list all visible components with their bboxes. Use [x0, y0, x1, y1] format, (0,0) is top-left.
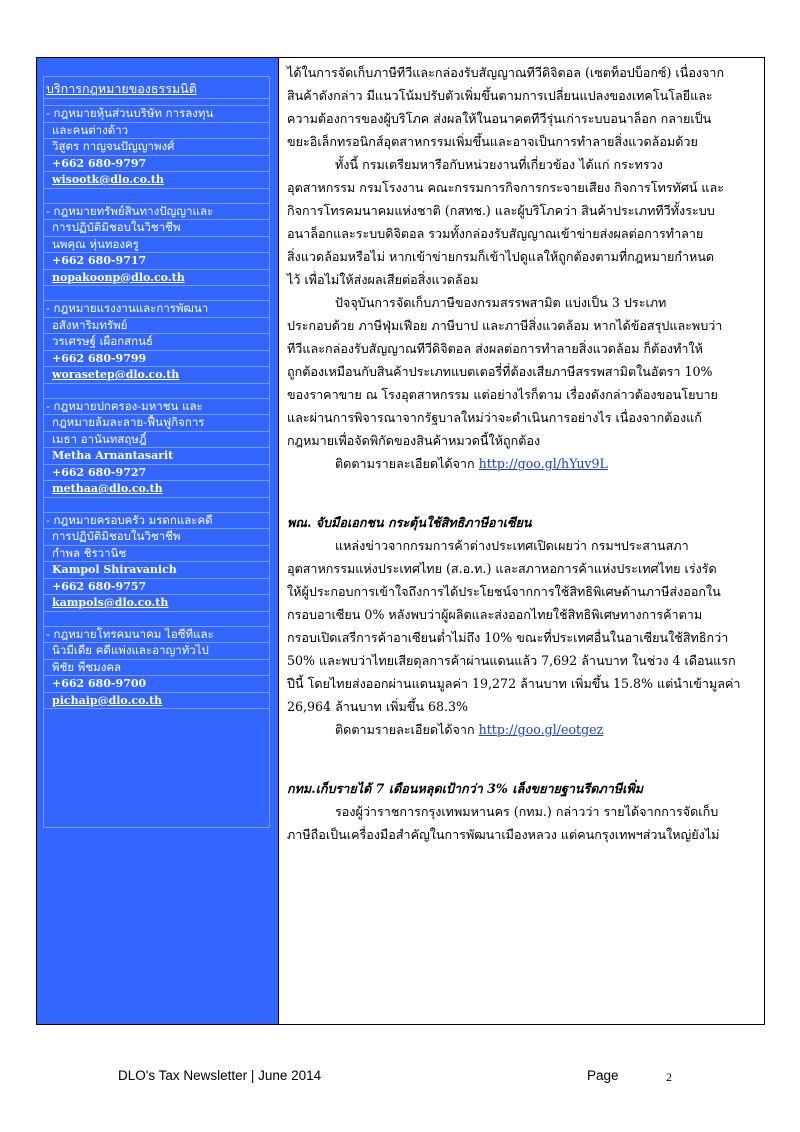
follow-text: ติดตามรายละเอียดได้จาก: [335, 722, 479, 737]
text-line: ทีวีและกล่องรับสัญญาณทีวีดิจิตอล ส่งผลต่อการทำลายสิ่งแวดล้อม ก็ต้องทำให้: [287, 341, 703, 356]
text-line: ให้ผู้ประกอบการเข้าใจถึงการได้ประโยชน์จากการใช้สิทธิพิเศษด้านภาษีส่งออกใน: [287, 584, 721, 599]
contact-email-link[interactable]: methaa@dlo.co.th: [44, 481, 269, 498]
sidebar-divider: [44, 99, 269, 106]
text-line: กิจการโทรคมนาคมแห่งชาติ (กสทช.) และผู้บริโภคว่า สินค้าประเภททีวีทั้งระบบ: [287, 203, 715, 218]
text-line: ของราคาขาย ณ โรงอุตสาหกรรม แต่อย่างไรก็ตาม เรื่องดังกล่าวต้องขอนโยบาย: [287, 387, 718, 402]
article1-paragraph3: [287, 291, 756, 452]
page-frame: [36, 57, 765, 1025]
text-line: และผ่านการพิจารณาจากรัฐบาลใหม่ว่าจะดำเนินการอย่างไร เนื่องจากต้องแก้: [287, 410, 702, 425]
contact-name: วรเศรษฐ์ เผือกสกนธ์: [44, 334, 269, 351]
contact-practice-area: กฎหมายล้มละลาย-ฟื้นฟูกิจการ: [44, 415, 269, 432]
text-line: สิ่งแวดล้อมหรือไม่ หากเข้าข่ายกรมก็เข้าไปดูแลให้ถูกต้องตามที่กฎหมายกำหนด: [287, 249, 715, 264]
sidebar-divider: [44, 384, 269, 399]
article2-follow: [287, 718, 756, 741]
contact-phone: +662 680-9799: [44, 351, 269, 368]
contact-practice-area: - กฎหมายทรัพย์สินทางปัญญาและ: [44, 204, 269, 221]
sidebar-contacts-box: [43, 76, 270, 828]
contact-email-link[interactable]: pichaip@dlo.co.th: [44, 693, 269, 710]
contact-practice-area: - กฎหมายครอบครัว มรดกและคดี: [44, 513, 269, 530]
contact-practice-area: - กฎหมายแรงงานและการพัฒนา: [44, 301, 269, 318]
article3-body: [287, 800, 756, 846]
contact-email-link[interactable]: kampols@dlo.co.th: [44, 595, 269, 612]
text-line: กรอบเปิดเสรีการค้าอาเซียนต่ำไม่ถึง 10% ขณะที่ประเทศอื่นในอาเซียนใช้สิทธิกว่า: [287, 630, 729, 645]
contact-name-en: Kampol Shiravanich: [44, 562, 269, 579]
contact-name: เมธา อานันทสฤษฎิ์: [44, 432, 269, 449]
text-line: อนาล็อกและระบบดิจิตอล รวมทั้งกล่องรับสัญญาณเข้าข่ายส่งผลต่อการทำลาย: [287, 226, 704, 241]
contact-practice-area: และคนต่างด้าว: [44, 123, 269, 140]
contact-name-en: Metha Arnantasarit: [44, 448, 269, 465]
spacer: [287, 741, 756, 764]
text-line: ถูกต้องเหมือนกับสินค้าประเภทแบตเตอรี่ที่ต้องเสียภาษีสรรพสามิตในอัตรา 10%: [287, 364, 713, 379]
text-line: ขยะอิเล็กทรอนิกส์อุตสาหกรรมเพิ่มขึ้นและอาจเป็นการทำลายสิ่งแวดล้อมด้วย: [287, 134, 698, 149]
text-line: รองผู้ว่าราชการกรุงเทพมหานคร (กทม.) กล่าวว่า รายได้จากการจัดเก็บ: [335, 804, 719, 819]
article1-follow: [287, 452, 756, 475]
article2-heading: พณ. จับมือเอกชน กระตุ้นใช้สิทธิภาษีอาเซียน: [287, 515, 532, 530]
contact-email-link[interactable]: wisootk@dlo.co.th: [44, 172, 269, 189]
contact-name: นพคุณ หุ่นทองครู: [44, 237, 269, 254]
sidebar-divider: [44, 498, 269, 513]
footer-newsletter-title: DLO's Tax Newsletter | June 2014: [118, 1068, 322, 1083]
contact-name: กำพล ชิรวานิช: [44, 546, 269, 563]
article3-heading: กทม.เก็บรายได้ 7 เดือนหลุดเป้ากว่า 3% เล็งขยายฐานรีดภาษีเพิ่ม: [287, 781, 644, 796]
article1-paragraph1: [287, 61, 756, 153]
contact-practice-area: - กฎหมายโทรคมนาคม ไอซีทีและ: [44, 627, 269, 644]
article1-paragraph2: [287, 153, 756, 291]
contact-phone: +662 680-9700: [44, 676, 269, 693]
sidebar-divider: [44, 189, 269, 204]
sidebar-divider: [44, 612, 269, 627]
contact-practice-area: อสังหาริมทรัพย์: [44, 318, 269, 335]
sidebar-divider: [44, 286, 269, 301]
contact-practice-area: การปฏิบัติมิชอบในวิชาชีพ: [44, 220, 269, 237]
article1-link[interactable]: http://goo.gl/hYuv9L: [478, 456, 608, 471]
main-content: [279, 58, 764, 1024]
text-line: ทั้งนี้ กรมเตรียมหารือกับหน่วยงานที่เกี่ยวข้อง ได้แก่ กระทรวง: [335, 157, 663, 172]
text-line: กรอบอาเซียน 0% หลังพบว่าผู้ผลิตและส่งออกไทยใช้สิทธิพิเศษทางการค้าตาม: [287, 607, 703, 622]
text-line: แหล่งข่าวจากกรมการค้าต่างประเทศเปิดเผยว่า กรมฯประสานสภา: [335, 538, 689, 553]
footer-page-number: 2: [666, 1070, 672, 1084]
text-line: ไว้ เพื่อไม่ให้ส่งผลเสียต่อสิ่งแวดล้อม: [287, 272, 479, 287]
text-line: อุตสาหกรรม กรมโรงงาน คณะกรรมการกิจการกระจายเสียง กิจการโทรทัศน์ และ: [287, 180, 725, 195]
spacer: [287, 764, 756, 777]
text-line: ภาษีถือเป็นเครื่องมือสำคัญในการพัฒนาเมืองหลวง แต่คนกรุงเทพฯส่วนใหญ่ยังไม่: [287, 827, 720, 842]
text-line: ปัจจุบันการจัดเก็บภาษีของกรมสรรพสามิต แบ่งเป็น 3 ประเภท: [335, 295, 667, 310]
spacer: [287, 475, 756, 498]
article2-link[interactable]: http://goo.gl/eotgez: [478, 722, 604, 737]
contact-practice-area: นิวมีเดีย คดีแพ่งและอาญาทั่วไป: [44, 643, 269, 660]
page-footer: [118, 1068, 678, 1083]
text-line: กฎหมายเพื่อจัดพิกัดของสินค้าหมวดนี้ให้ถูกต้อง: [287, 433, 541, 448]
text-line: ได้ในการจัดเก็บภาษีทีวีและกล่องรับสัญญาณทีวีดิจิตอล (เซตท็อปบ็อกซ์) เนื่องจาก: [287, 65, 725, 80]
contact-name: วิสูตร กาญจนปัญญาพงศ์: [44, 139, 269, 156]
contact-phone: +662 680-9717: [44, 253, 269, 270]
follow-text: ติดตามรายละเอียดได้จาก: [335, 456, 479, 471]
contact-email-link[interactable]: nopakoonp@dlo.co.th: [44, 270, 269, 287]
text-line: 26,964 ล้านบาท เพิ่มขึ้น 68.3%: [287, 699, 468, 714]
contact-name: พิชัย พืชมงคล: [44, 660, 269, 677]
text-line: ประกอบด้วย ภาษีฟุ่มเฟือย ภาษีบาป และภาษีสิ่งแวดล้อม หากได้ข้อสรุปและพบว่า: [287, 318, 723, 333]
contact-email-link[interactable]: worasetep@dlo.co.th: [44, 367, 269, 384]
text-line: 50% และพบว่าไทยเสียดุลการค้าผ่านแดนแล้ว 7,692 ล้านบาท ในช่วง 4 เดือนแรก: [287, 653, 736, 668]
text-line: อุตสาหกรรมแห่งประเทศไทย (ส.อ.ท.) และสภาหอการค้าแห่งประเทศไทย เร่งรัด: [287, 561, 717, 576]
spacer: [287, 498, 756, 511]
contact-practice-area: - กฎหมายหุ้นส่วนบริษัท การลงทุน: [44, 106, 269, 123]
footer-page-label: Page: [587, 1068, 619, 1083]
text-line: สินค้าดังกล่าว มีแนวโน้มปรับตัวเพิ่มขึ้นตามการเปลี่ยนแปลงของเทคโนโลยีและ: [287, 88, 713, 103]
contact-practice-area: - กฎหมายปกครอง-มหาชน และ: [44, 399, 269, 416]
text-line: ปีนี้ โดยไทยส่งออกผ่านแดนมูลค่า 19,272 ล้านบาท เพิ่มขึ้น 15.8% แต่นำเข้ามูลค่า: [287, 676, 741, 691]
text-line: ความต้องการของผู้บริโภค ส่งผลให้ในอนาคตทีวีรุ่นเก่าระบบอนาล็อก กลายเป็น: [287, 111, 712, 126]
sidebar: [37, 58, 279, 1024]
contact-phone: +662 680-9727: [44, 465, 269, 482]
sidebar-title: บริการกฎหมายของธรรมนิติ: [44, 77, 269, 99]
contact-practice-area: การปฏิบัติมิชอบในวิชาชีพ: [44, 529, 269, 546]
article2-body: [287, 534, 756, 718]
contact-phone: +662 680-9797: [44, 156, 269, 173]
contact-phone: +662 680-9757: [44, 579, 269, 596]
